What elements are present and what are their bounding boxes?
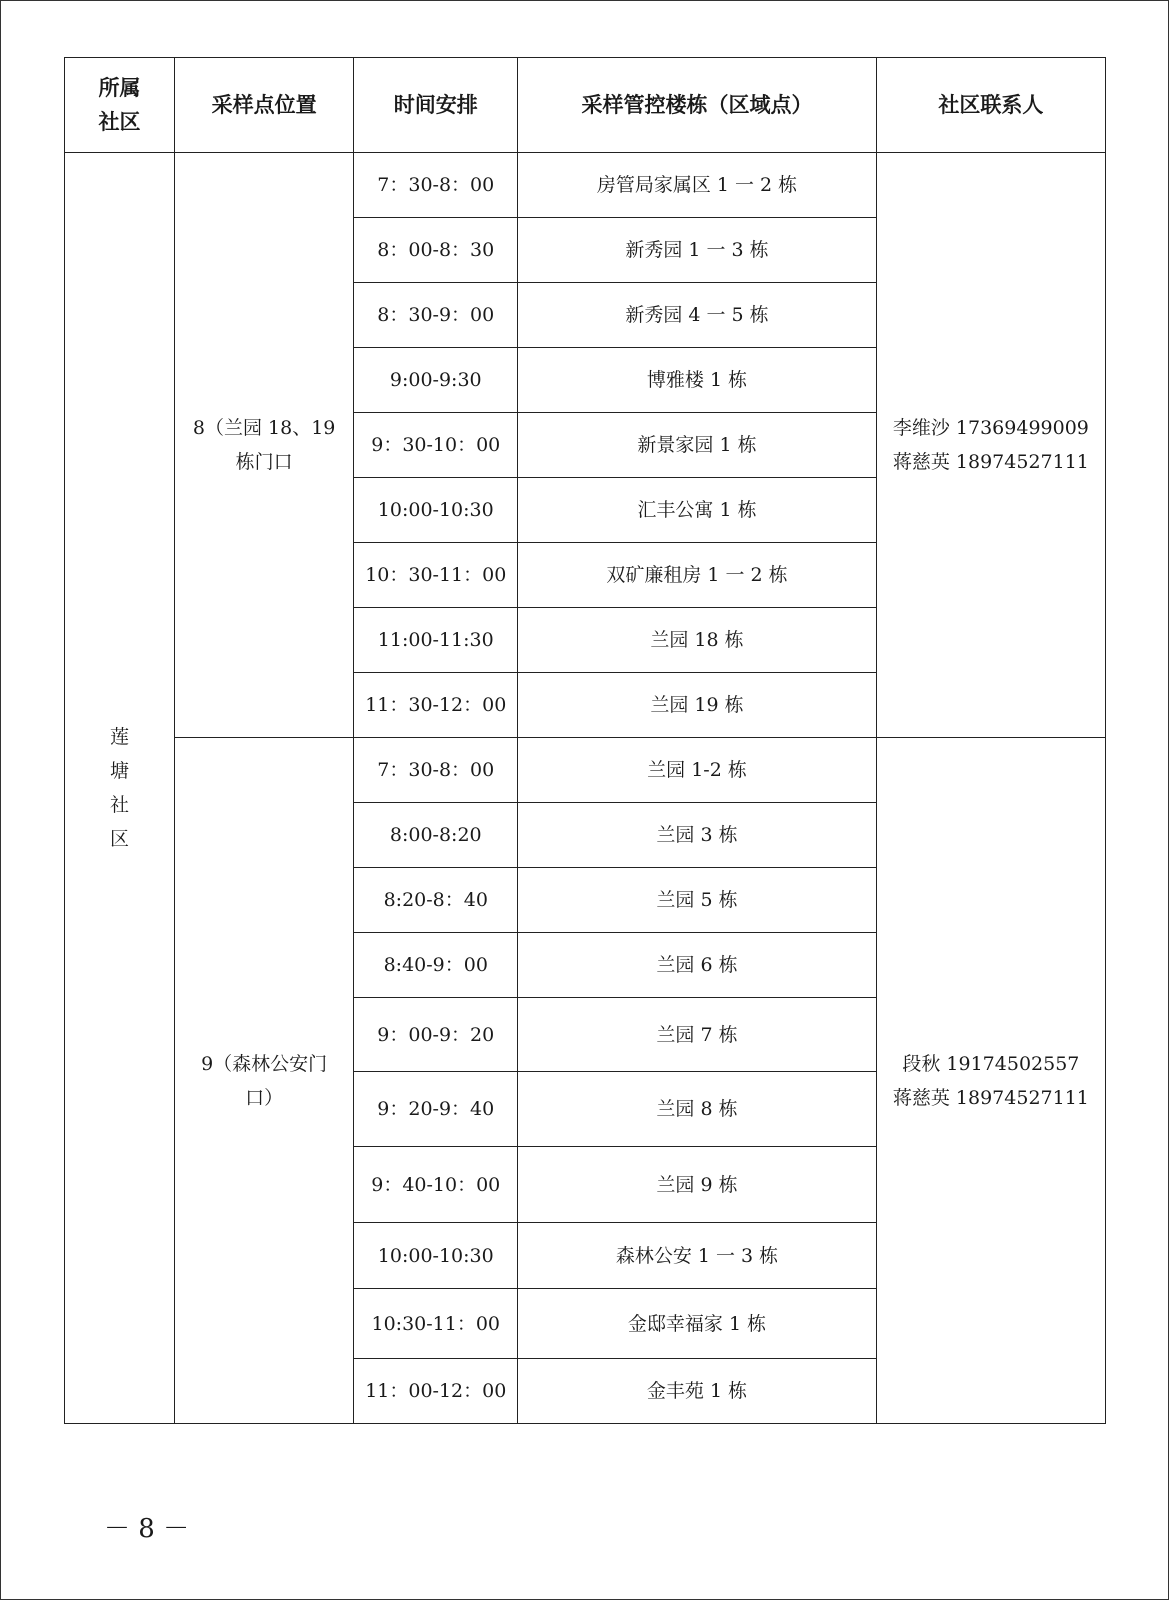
- community-char: 区: [109, 828, 129, 850]
- buildings-cell: 兰园 8 栋: [518, 1072, 877, 1147]
- buildings-cell: 兰园 6 栋: [518, 933, 877, 998]
- time-cell: 11：00-12：00: [354, 1359, 518, 1424]
- time-cell: 11:00-11:30: [354, 608, 518, 673]
- time-cell: 8：00-8：30: [354, 218, 518, 283]
- buildings-cell: 兰园 7 栋: [518, 998, 877, 1072]
- buildings-cell: 兰园 1-2 栋: [518, 738, 877, 803]
- buildings-cell: 新秀园 4 一 5 栋: [518, 283, 877, 348]
- buildings-cell: 双矿廉租房 1 一 2 栋: [518, 543, 877, 608]
- community-char: 社: [109, 794, 129, 816]
- header-contact: 社区联系人: [876, 58, 1105, 153]
- time-cell: 9：00-9：20: [354, 998, 518, 1072]
- table-row: [65, 153, 1106, 218]
- time-cell: 9：20-9：40: [354, 1072, 518, 1147]
- time-cell: 8：30-9：00: [354, 283, 518, 348]
- header-community-line: 所属: [98, 76, 141, 100]
- page-number: － 8 －: [104, 1514, 190, 1544]
- location-line: 栋门口: [235, 451, 293, 473]
- time-cell: 10:30-11：00: [354, 1289, 518, 1359]
- buildings-cell: 汇丰公寓 1 栋: [518, 478, 877, 543]
- buildings-cell: 兰园 9 栋: [518, 1147, 877, 1223]
- time-cell: 10：30-11：00: [354, 543, 518, 608]
- time-cell: 10:00-10:30: [354, 1223, 518, 1289]
- time-cell: 8:00-8:20: [354, 803, 518, 868]
- contact-cell: [876, 153, 1105, 738]
- time-cell: 8:20-8：40: [354, 868, 518, 933]
- location-line: 口）: [245, 1086, 284, 1109]
- sampling-schedule-table: [64, 57, 1106, 1424]
- contact-line: 蒋慈英 18974527111: [892, 1086, 1089, 1109]
- time-cell: 9：30-10：00: [354, 413, 518, 478]
- header-community-line: 社区: [98, 110, 141, 134]
- buildings-cell: 金丰苑 1 栋: [518, 1359, 877, 1424]
- time-cell: 7：30-8：00: [354, 153, 518, 218]
- time-cell: 10:00-10:30: [354, 478, 518, 543]
- buildings-cell: 新秀园 1 一 3 栋: [518, 218, 877, 283]
- location-cell: [175, 738, 354, 1424]
- buildings-cell: 兰园 18 栋: [518, 608, 877, 673]
- buildings-cell: 兰园 19 栋: [518, 673, 877, 738]
- location-line: 8（兰园 18、19: [192, 417, 336, 439]
- time-cell: 11：30-12：00: [354, 673, 518, 738]
- header-row: [65, 58, 1106, 153]
- buildings-cell: 兰园 5 栋: [518, 868, 877, 933]
- buildings-cell: 博雅楼 1 栋: [518, 348, 877, 413]
- location-cell: [175, 153, 354, 738]
- community-cell: [65, 153, 175, 1424]
- buildings-cell: 新景家园 1 栋: [518, 413, 877, 478]
- header-time: 时间安排: [354, 58, 518, 153]
- header-buildings: 采样管控楼栋（区域点）: [518, 58, 877, 153]
- buildings-cell: 兰园 3 栋: [518, 803, 877, 868]
- buildings-cell: 金邸幸福家 1 栋: [518, 1289, 877, 1359]
- time-cell: 8:40-9：00: [354, 933, 518, 998]
- community-char: 莲: [109, 726, 129, 748]
- time-cell: 7：30-8：00: [354, 738, 518, 803]
- header-location: 采样点位置: [175, 58, 354, 153]
- buildings-cell: 房管局家属区 1 一 2 栋: [518, 153, 877, 218]
- buildings-cell: 森林公安 1 一 3 栋: [518, 1223, 877, 1289]
- contact-cell: [876, 738, 1105, 1424]
- header-community: [65, 58, 175, 153]
- contact-line: 段秋 19174502557: [902, 1052, 1080, 1075]
- contact-line: 蒋慈英 18974527111: [892, 451, 1089, 473]
- community-char: 塘: [109, 760, 129, 782]
- table-row: [65, 738, 1106, 803]
- contact-line: 李维沙 17369499009: [892, 417, 1089, 439]
- time-cell: 9:00-9:30: [354, 348, 518, 413]
- location-line: 9（森林公安门: [201, 1052, 328, 1075]
- time-cell: 9：40-10：00: [354, 1147, 518, 1223]
